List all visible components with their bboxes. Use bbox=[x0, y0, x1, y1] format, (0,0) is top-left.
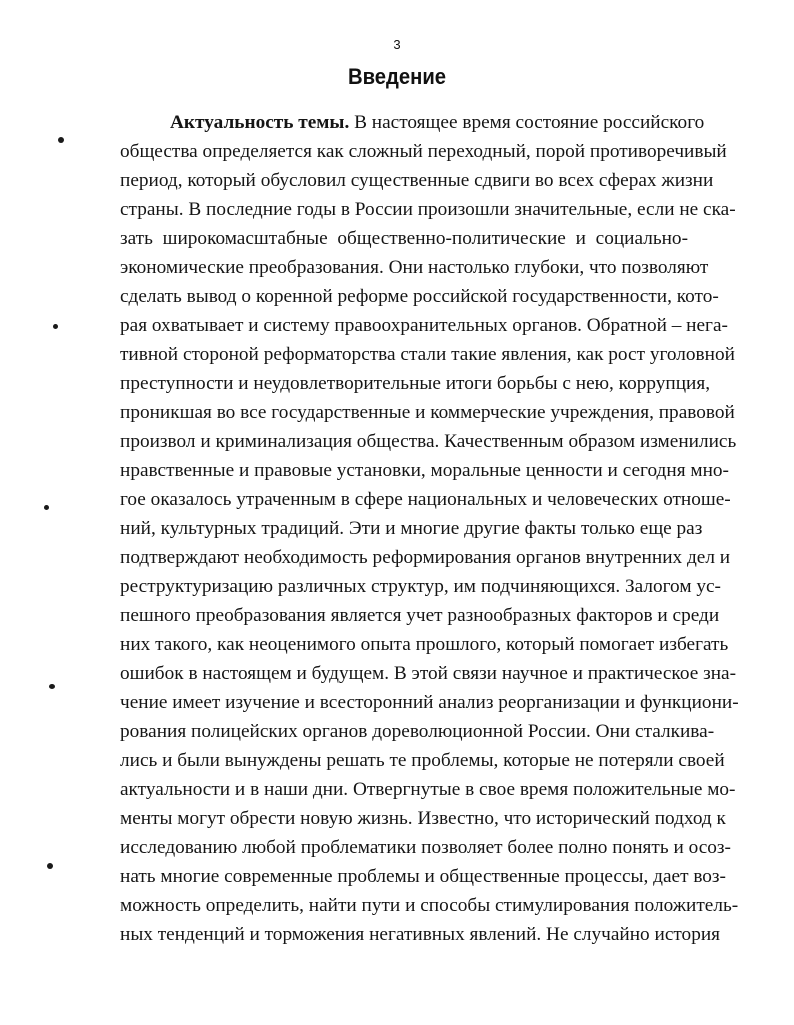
margin-dot-mark bbox=[47, 863, 53, 869]
text-line: период, который обусловил существенные сдвиги во всех сферах жизни bbox=[120, 170, 714, 191]
text-line: тивной стороной реформаторства стали такие явления, как рост уголовной bbox=[120, 344, 735, 365]
text-line: гое оказалось утраченным в сфере национальных и человеческих отноше- bbox=[120, 489, 731, 510]
text-line: рая охватывает и систему правоохранительных органов. Обратной – нега- bbox=[120, 315, 728, 336]
text-line: рования полицейских органов дореволюционной России. Они сталкива- bbox=[120, 721, 715, 742]
margin-dot-mark bbox=[58, 137, 64, 143]
text-line: страны. В последние годы в России произошли значительные, если не ска- bbox=[120, 199, 736, 220]
margin-dot-mark bbox=[53, 324, 58, 329]
margin-dot-mark bbox=[44, 505, 49, 510]
body-paragraph bbox=[120, 108, 739, 949]
text-line: ных тенденций и торможения негативных явлений. Не случайно история bbox=[120, 924, 721, 945]
text-line: исследованию любой проблематики позволяет более полно понять и осоз- bbox=[120, 837, 731, 858]
text-line: пешного преобразования является учет разнообразных факторов и среди bbox=[120, 605, 720, 626]
text-line: менты могут обрести новую жизнь. Известно, что исторический подход к bbox=[120, 808, 726, 829]
text-line: можность определить, найти пути и способы стимулирования положитель- bbox=[120, 895, 739, 916]
text-line: экономические преобразования. Они настолько глубоки, что позволяют bbox=[120, 257, 709, 278]
text-line: зать широкомасштабные общественно-политические и социально- bbox=[120, 228, 688, 249]
text-line: проникшая во все государственные и коммерческие учреждения, правовой bbox=[120, 402, 735, 423]
margin-dot-mark bbox=[49, 684, 55, 689]
page-number: 3 bbox=[393, 37, 401, 52]
text-line: чение имеет изучение и всесторонний анализ реорганизации и функциони- bbox=[120, 692, 739, 713]
text-line: преступности и неудовлетворительные итоги борьбы с нею, коррупция, bbox=[120, 373, 711, 394]
text-line: ний, культурных традиций. Эти и многие другие факты только еще раз bbox=[120, 518, 703, 539]
text-line: нравственные и правовые установки, моральные ценности и сегодня мно- bbox=[120, 460, 729, 481]
text-line: подтверждают необходимость реформирования органов внутренних дел и bbox=[120, 547, 731, 568]
text-line: нать многие современные проблемы и общественные процессы, дает воз- bbox=[120, 866, 726, 887]
lead-phrase: Актуальность темы. bbox=[170, 112, 350, 133]
text-line: сделать вывод о коренной реформе российской государственности, кото- bbox=[120, 286, 719, 307]
text-line: произвол и криминализация общества. Качественным образом изменились bbox=[120, 431, 737, 452]
text-line: актуальности и в наши дни. Отвергнутые в свое время положительные мо- bbox=[120, 779, 736, 800]
text-line bbox=[120, 108, 705, 137]
page-title: Введение bbox=[347, 64, 447, 89]
text-line-content: В настоящее время состояние российского bbox=[354, 112, 705, 133]
text-line: реструктуризацию различных структур, им подчиняющихся. Залогом ус- bbox=[120, 576, 721, 597]
text-line: ошибок в настоящем и будущем. В этой связи научное и практическое зна- bbox=[120, 663, 736, 684]
text-line: общества определяется как сложный переходный, порой противоречивый bbox=[120, 141, 727, 162]
text-line: лись и были вынуждены решать те проблемы, которые не потеряли своей bbox=[120, 750, 725, 771]
text-line: них такого, как неоценимого опыта прошлого, который помогает избегать bbox=[120, 634, 729, 655]
